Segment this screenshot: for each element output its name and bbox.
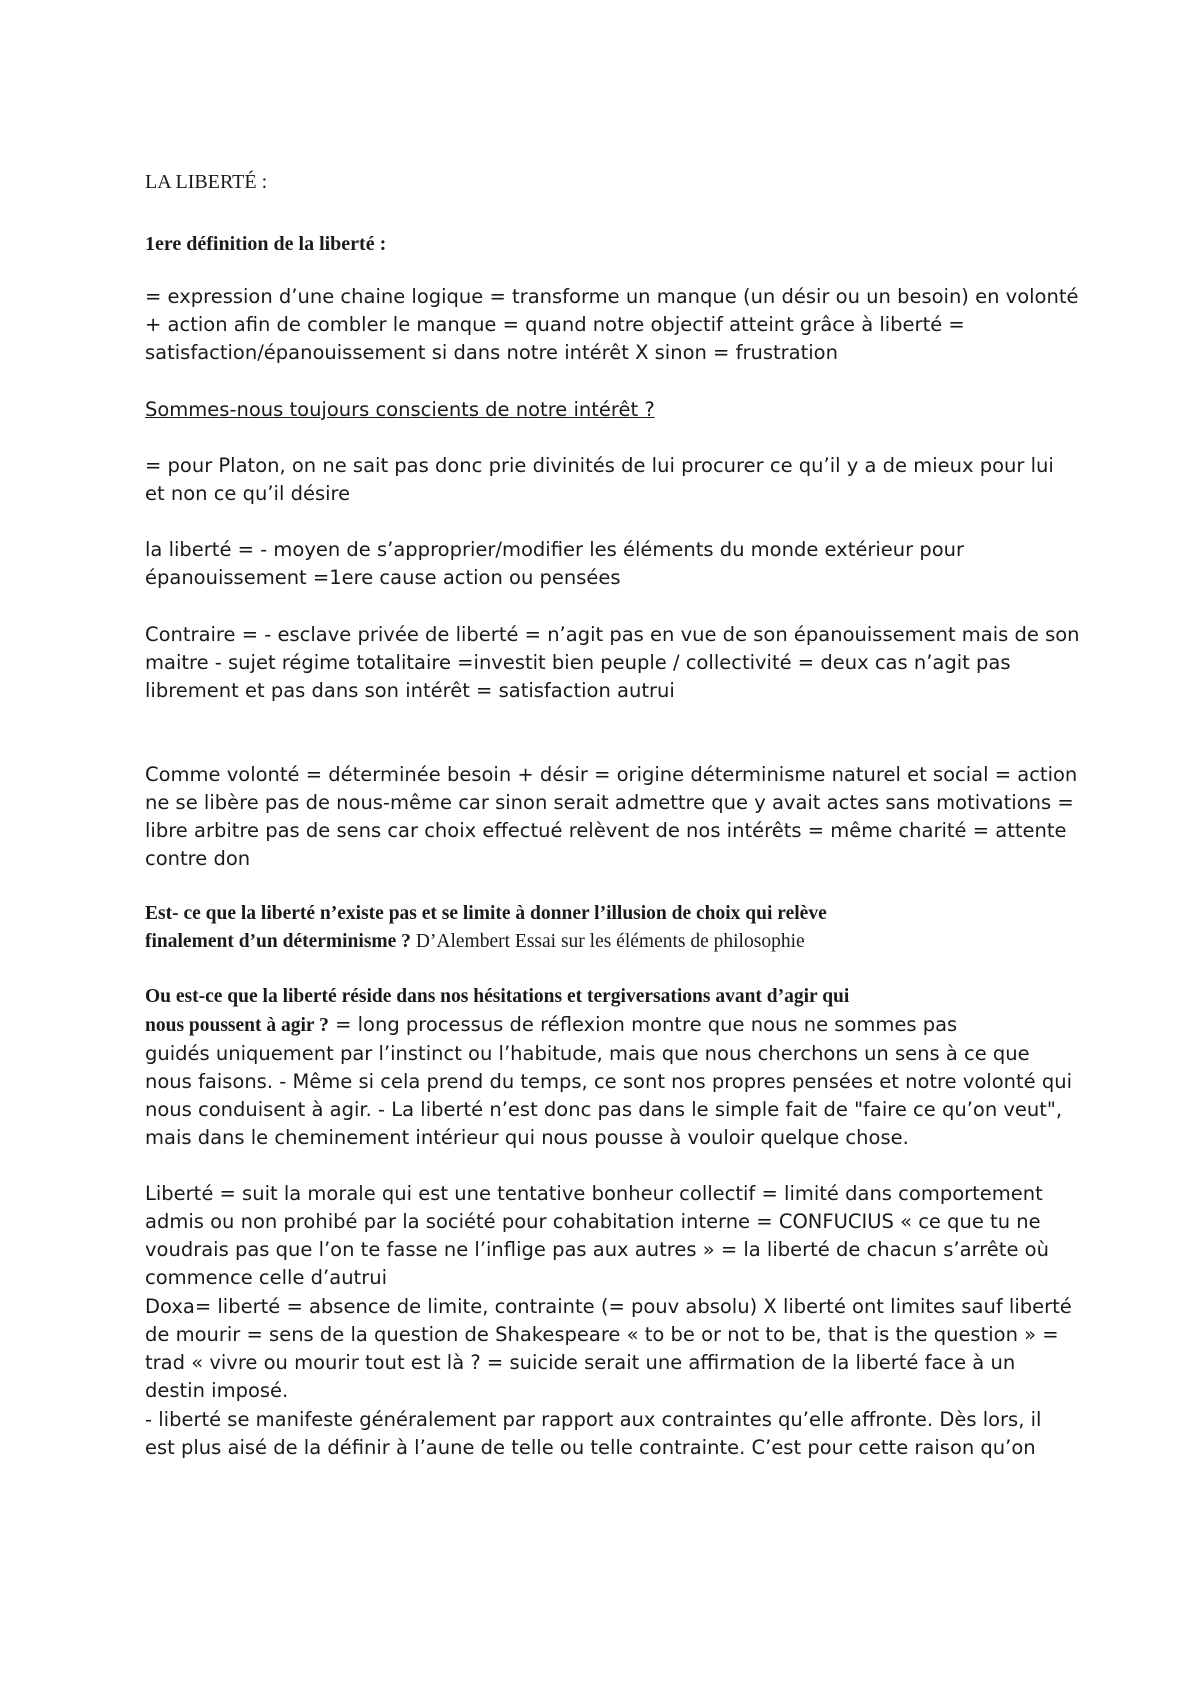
document-title: LA LIBERTÉ : <box>145 171 268 193</box>
text-line: nous conduisent à agir. - La liberté n’est donc pas dans le simple fait de "faire ce qu’on veut", <box>145 1098 1063 1121</box>
text-line: nous faisons. - Même si cela prend du temps, ce sont nos propres pensées et notre volonté qui <box>145 1070 1073 1093</box>
paragraph-platon <box>145 452 1054 508</box>
text-line: la liberté = - moyen de s’approprier/modifier les éléments du monde extérieur pour <box>145 538 965 561</box>
bold-question-line: Ou est-ce que la liberté réside dans nos hésitations et tergiversations avant d’agir qui <box>145 986 850 1007</box>
text-line: admis ou non prohibé par la société pour cohabitation interne = CONFUCIUS « ce que tu ne <box>145 1210 1041 1233</box>
text-line: épanouissement =1ere cause action ou pensées <box>145 566 621 589</box>
text-line: Doxa= liberté = absence de limite, contrainte (= pouv absolu) X liberté ont limites sauf liberté <box>145 1295 1072 1318</box>
text-line: et non ce qu’il désire <box>145 482 351 505</box>
text-line: Liberté = suit la morale qui est une tentative bonheur collectif = limité dans comportement <box>145 1182 1043 1205</box>
paragraph-contraintes <box>145 1406 1041 1462</box>
text-line: libre arbitre pas de sens car choix effectué relèvent de nos intérêts = même charité = attente <box>145 819 1067 842</box>
text-line: + action afin de combler le manque = quand notre objectif atteint grâce à liberté = <box>145 313 965 336</box>
paragraph-morale <box>145 1180 1049 1292</box>
paragraph-doxa <box>145 1293 1072 1405</box>
text-continuation: = long processus de réflexion montre que nous ne sommes pas <box>328 1013 958 1036</box>
text-line: de mourir = sens de la question de Shakespeare « to be or not to be, that is the question » = <box>145 1323 1059 1346</box>
paragraph-volonte <box>145 761 1077 873</box>
text-line: Comme volonté = déterminée besoin + désir = origine déterminisme naturel et social = action <box>145 763 1078 786</box>
text-line: guidés uniquement par l’instinct ou l’habitude, mais que nous cherchons un sens à ce que <box>145 1042 1030 1065</box>
text-line: maitre - sujet régime totalitaire =investit bien peuple / collectivité = deux cas n’agit pas <box>145 651 1011 674</box>
text-line: = pour Platon, on ne sait pas donc prie divinités de lui procurer ce qu’il y a de mieux pour lui <box>145 454 1054 477</box>
text-line: commence celle d’autrui <box>145 1266 387 1289</box>
text-line: librement et pas dans son intérêt = satisfaction autrui <box>145 679 675 702</box>
bold-question-line: Est- ce que la liberté n’existe pas et se limite à donner l’illusion de choix qui relève <box>145 903 827 924</box>
text-line: ne se libère pas de nous-même car sinon serait admettre que y avait actes sans motivations = <box>145 791 1074 814</box>
text-line: mais dans le cheminement intérieur qui nous pousse à vouloir quelque chose. <box>145 1126 909 1149</box>
bold-question-end: nous poussent à agir ? <box>145 1015 329 1036</box>
question-heading: Sommes-nous toujours conscients de notre intérêt ? <box>145 398 655 421</box>
text-line: = expression d’une chaine logique = transforme un manque (un désir ou un besoin) en volonté <box>145 285 1079 308</box>
text-line: - liberté se manifeste généralement par rapport aux contraintes qu’elle affronte. Dès lors, il <box>145 1408 1042 1431</box>
reference-text: D’Alembert Essai sur les éléments de philosophie <box>410 931 805 952</box>
text-line: est plus aisé de la définir à l’aune de telle ou telle contrainte. C’est pour cette raison qu’on <box>145 1436 1036 1459</box>
text-line: destin imposé. <box>145 1379 289 1402</box>
text-line: contre don <box>145 847 251 870</box>
text-line: trad « vivre ou mourir tout est là ? = suicide serait une affirmation de la liberté face à un <box>145 1351 1016 1374</box>
text-line: voudrais pas que l’on te fasse ne l’inflige pas aux autres » = la liberté de chacun s’arrête où <box>145 1238 1049 1261</box>
text-line: satisfaction/épanouissement si dans notre intérêt X sinon = frustration <box>145 341 838 364</box>
paragraph-moyen <box>145 536 964 592</box>
paragraph-contraire <box>145 621 1080 705</box>
section-heading: 1ere définition de la liberté : <box>145 233 387 255</box>
paragraph-hesitations <box>145 983 1072 1152</box>
paragraph-definition <box>145 283 1079 367</box>
bold-question-end: finalement d’un déterminisme ? <box>145 931 411 952</box>
text-line: Contraire = - esclave privée de liberté = n’agit pas en vue de son épanouissement mais de son <box>145 623 1080 646</box>
paragraph-determinisme <box>145 900 827 956</box>
